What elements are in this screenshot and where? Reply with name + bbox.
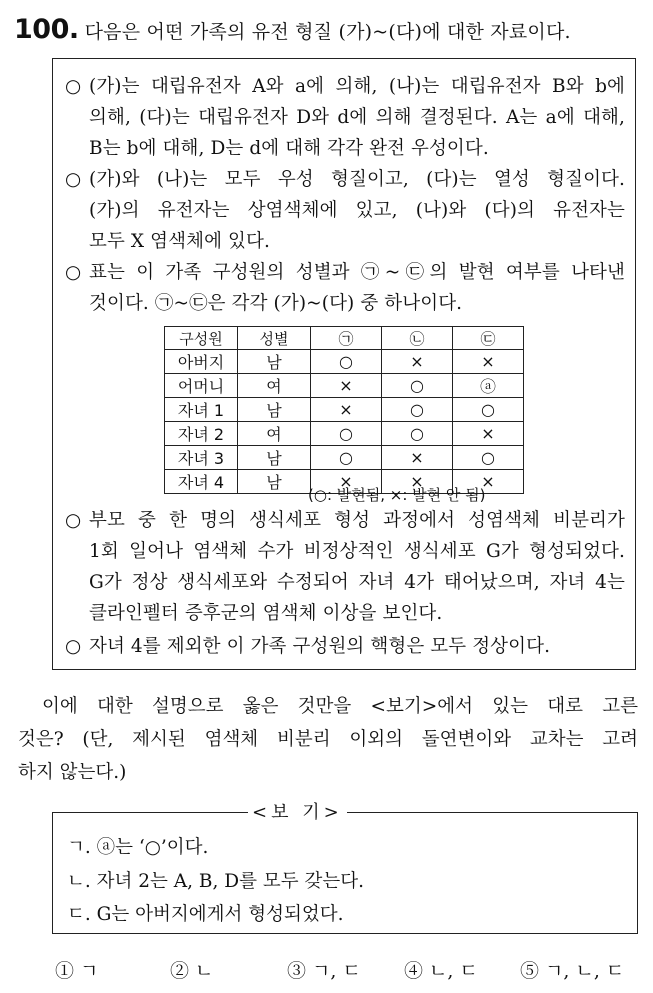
table-header-row (165, 327, 524, 350)
stem-line: 것은? (단, 제시된 염색체 비분리 이외의 돌연변이와 교차는 고려 (18, 729, 638, 750)
table-cell: ○ (311, 446, 382, 470)
info-bullet-nondisjunction (65, 505, 625, 629)
stem-line: 하지 않는다.) (18, 762, 127, 783)
table-cell: 아버지 (165, 350, 238, 374)
choice-2[interactable]: ② ㄴ (170, 960, 214, 982)
table-cell: ○ (311, 422, 382, 446)
bogi-box (52, 812, 638, 934)
table-cell: × (382, 350, 453, 374)
table-row (165, 398, 524, 422)
table-cell: × (453, 422, 524, 446)
bullet-line: G가 정상 생식세포와 수정되어 자녀 4가 태어났으며, 자녀 4는 (89, 572, 625, 593)
choice-1[interactable]: ① ㄱ (55, 960, 99, 982)
bullet-marker: ○ (65, 262, 82, 283)
bullet-line: 1회 일어나 염색체 수가 비정상적인 생식세포 G가 형성되었다. (89, 541, 625, 562)
bullet-line: 의해, (다)는 대립유전자 D와 d에 의해 결정된다. A는 a에 대해, (89, 107, 625, 128)
question-title: 다음은 어떤 가족의 유전 형질 (가)~(다)에 대한 자료이다. (84, 21, 571, 43)
table-cell: 남 (238, 398, 311, 422)
table-cell: 여 (238, 374, 311, 398)
table-cell: 남 (238, 446, 311, 470)
table-cell: × (311, 470, 382, 494)
bullet-marker: ○ (65, 636, 82, 657)
table-cell: × (453, 470, 524, 494)
table-cell: ⓐ (453, 374, 524, 398)
table-cell: 자녀 4 (165, 470, 238, 494)
table-cell: ○ (382, 422, 453, 446)
bullet-line: B는 b에 대해, D는 d에 대해 각각 완전 우성이다. (89, 138, 489, 159)
table-cell: ○ (311, 350, 382, 374)
bullet-line: 표는 이 가족 구성원의 성별과 ㉠~㉢의 발현 여부를 나타낸 (89, 262, 625, 283)
question-stem (18, 690, 638, 789)
table-cell: ○ (382, 398, 453, 422)
table-cell: 여 (238, 422, 311, 446)
stem-line: 이에 대한 설명으로 옳은 것만을 <보기>에서 있는 대로 고른 (42, 696, 638, 717)
bullet-line: 자녀 4를 제외한 이 가족 구성원의 핵형은 모두 정상이다. (89, 636, 551, 657)
table-row (165, 374, 524, 398)
phenotype-table (164, 326, 524, 494)
bogi-item-digeut: ㄷ. G는 아버지에게서 형성되었다. (67, 904, 344, 925)
bullet-marker: ○ (65, 510, 82, 531)
bullet-line: 클라인펠터 증후군의 염색체 이상을 보인다. (89, 603, 443, 624)
info-bullet-traits (65, 164, 625, 257)
question-number: 100. (14, 14, 79, 45)
table-header-cell: 성별 (238, 327, 311, 350)
table-cell: × (382, 446, 453, 470)
bullet-marker: ○ (65, 169, 82, 190)
choice-4[interactable]: ④ ㄴ, ㄷ (404, 960, 478, 982)
info-bullet-karyotype (65, 631, 625, 662)
question-header (14, 14, 571, 45)
choice-3[interactable]: ③ ㄱ, ㄷ (287, 960, 361, 982)
table-header-cell: 구성원 (165, 327, 238, 350)
table-cell: ○ (382, 374, 453, 398)
info-bullet-table-intro (65, 257, 625, 319)
table-cell: 어머니 (165, 374, 238, 398)
bullet-line: (가)와 (나)는 모두 우성 형질이고, (다)는 열성 형질이다. (89, 169, 625, 190)
table-cell: 자녀 3 (165, 446, 238, 470)
table-header-cell: ㉢ (453, 327, 524, 350)
table-row (165, 422, 524, 446)
table-cell: × (453, 350, 524, 374)
table-cell: × (311, 398, 382, 422)
info-box (52, 58, 636, 670)
bullet-line: 부모 중 한 명의 생식세포 형성 과정에서 성염색체 비분리가 (89, 510, 625, 531)
bullet-line: 모두 X 염색체에 있다. (89, 231, 270, 252)
table-cell: ○ (453, 446, 524, 470)
table-cell: × (382, 470, 453, 494)
table-legend: (○: 발현됨, ×: 발현 안 됨) (308, 486, 486, 504)
table-header-cell: ㉡ (382, 327, 453, 350)
table-cell: 자녀 1 (165, 398, 238, 422)
bogi-item-nieun: ㄴ. 자녀 2는 A, B, D를 모두 갖는다. (67, 871, 364, 892)
table-row (165, 350, 524, 374)
table-header-cell: ㉠ (311, 327, 382, 350)
bullet-line: 것이다. ㉠~㉢은 각각 (가)~(다) 중 하나이다. (89, 293, 463, 314)
table-cell: 남 (238, 350, 311, 374)
table-row (165, 446, 524, 470)
table-cell: 자녀 2 (165, 422, 238, 446)
bullet-line: (가)는 대립유전자 A와 a에 의해, (나)는 대립유전자 B와 b에 (89, 76, 625, 97)
table-cell: × (311, 374, 382, 398)
bullet-marker: ○ (65, 76, 82, 97)
bogi-title: <보 기> (248, 798, 347, 824)
choice-5[interactable]: ⑤ ㄱ, ㄴ, ㄷ (520, 960, 625, 982)
info-bullet-alleles (65, 71, 625, 164)
table-cell: ○ (453, 398, 524, 422)
bullet-line: (가)의 유전자는 상염색체에 있고, (나)와 (다)의 유전자는 (89, 200, 625, 221)
table-cell: 남 (238, 470, 311, 494)
bogi-item-giyeok: ㄱ. ⓐ는 ‘○’이다. (67, 837, 209, 858)
